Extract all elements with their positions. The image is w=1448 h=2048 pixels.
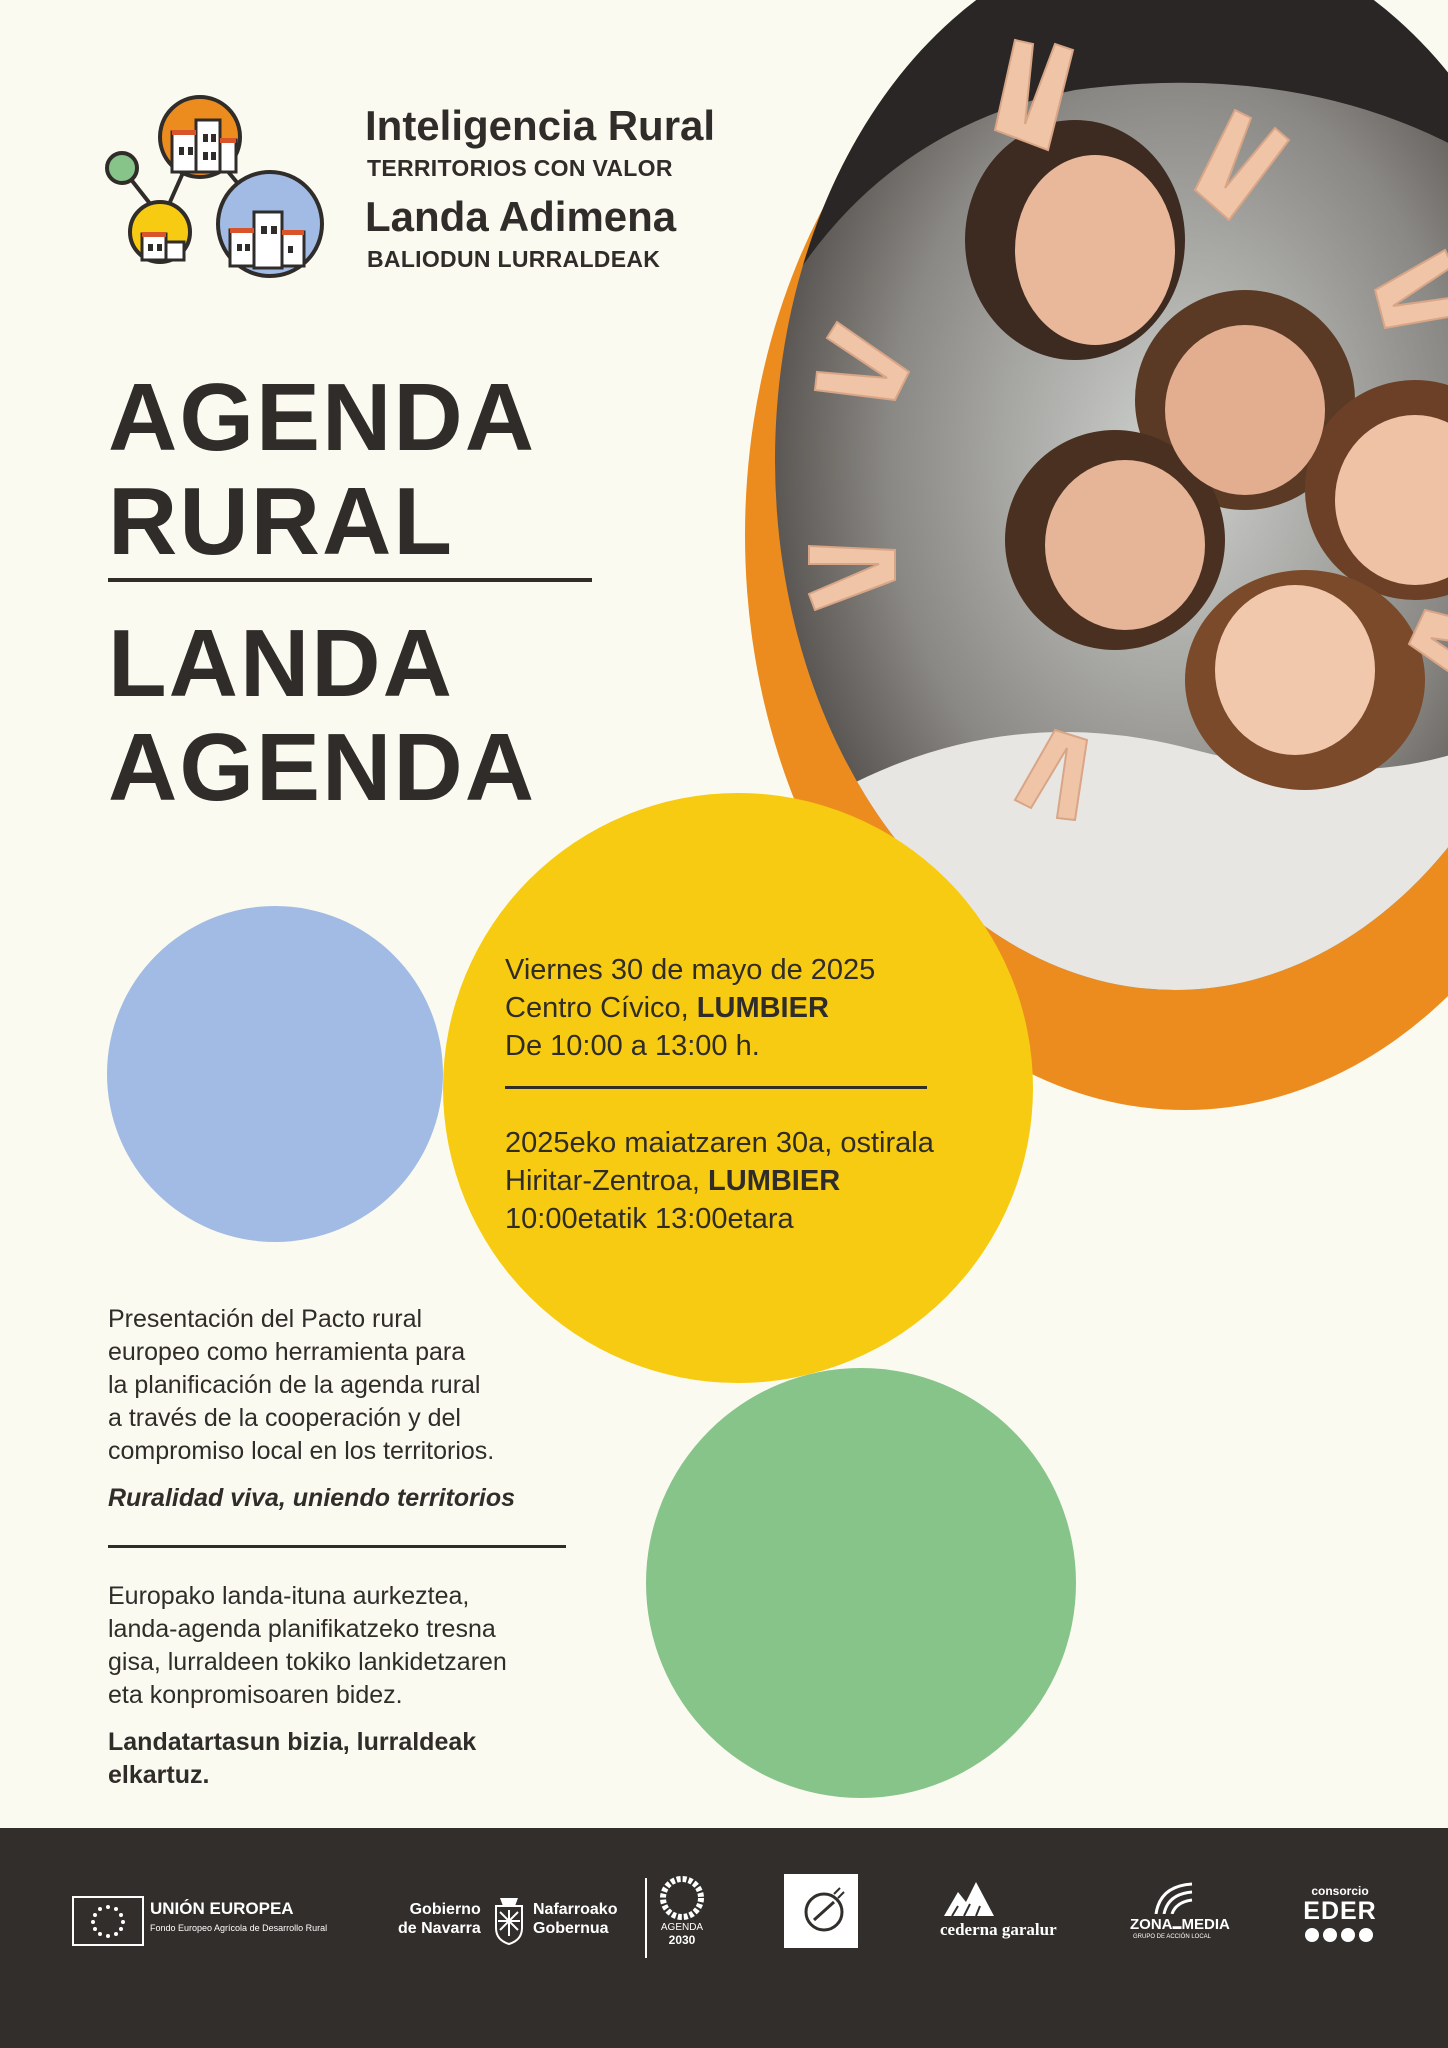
leader-label: LEADER: [776, 1895, 783, 1930]
eder-dots-icon: [1304, 1927, 1376, 1943]
agenda-2030-line1: AGENDA: [660, 1922, 704, 1933]
zona-media-label: ZONA▬MEDIA: [1130, 1916, 1230, 1933]
zona-media-arc-icon: [1146, 1880, 1196, 1914]
agenda-2030-line2: 2030: [668, 1933, 696, 1947]
tagline-eu-line2: elkartuz.: [108, 1761, 210, 1789]
event-time-eu: 10:00etatik 13:00etara: [505, 1203, 794, 1235]
gobierno-navarra-line1: Gobierno: [409, 1901, 481, 1918]
event-place-es: [505, 989, 829, 1027]
headline-eu: [108, 612, 536, 820]
event-date-es: Viernes 30 de mayo de 2025: [505, 954, 876, 986]
tagline-es: Ruralidad viva, uniendo territorios: [108, 1484, 516, 1512]
brand-subtitle-eu: BALIODUN LURRALDEAK: [367, 246, 661, 272]
description-es-line: la planificación de la agenda rural: [108, 1371, 481, 1399]
agenda-2030-label: [658, 1922, 706, 1946]
headline-es: [108, 366, 536, 574]
leader-logo: [784, 1874, 858, 1948]
brand-subtitle-es: TERRITORIOS CON VALOR: [367, 155, 673, 181]
headline-divider: [108, 578, 592, 582]
description-es: [108, 1303, 494, 1468]
tagline-eu-line1: Landatartasun bizia, lurraldeak: [108, 1728, 477, 1756]
zona-media-label-part2: MEDIA: [1181, 1916, 1230, 1933]
zona-media-sub: GRUPO DE ACCIÓN LOCAL: [1133, 1934, 1212, 1940]
cederna-mountain-icon: [944, 1882, 994, 1916]
agenda-2030-wheel-icon: [660, 1876, 704, 1920]
description-eu-line: Europako landa-ituna aurkeztea,: [108, 1582, 470, 1610]
nafarroako-gobernua-line2: Gobernua: [533, 1920, 609, 1937]
tagline-eu: [108, 1726, 476, 1792]
event-divider: [505, 1086, 927, 1089]
description-es-line: a través de la cooperación y del: [108, 1404, 461, 1432]
green-circle: [646, 1368, 1076, 1798]
event-place-es-prefix: Centro Cívico,: [505, 992, 697, 1024]
eder-title: EDER: [1303, 1897, 1377, 1925]
blue-circle: [107, 906, 443, 1242]
headline-es-line2: RURAL: [108, 468, 454, 575]
navarra-shield-icon: [492, 1894, 526, 1946]
brand-title-eu: Landa Adimena: [365, 193, 677, 240]
inteligencia-rural-logo-icon: [100, 92, 330, 292]
eu-title: UNIÓN EUROPEA: [150, 1899, 294, 1918]
event-town-es: LUMBIER: [696, 992, 829, 1024]
event-town-eu: LUMBIER: [708, 1165, 841, 1197]
eu-subtitle: Fondo Europeo Agrícola de Desarrollo Rural: [150, 1923, 328, 1933]
nafarroako-gobernua-line1: Nafarroako: [533, 1901, 618, 1918]
eu-flag-icon: [72, 1896, 144, 1946]
description-eu: [108, 1580, 507, 1712]
cederna-label: cederna garalur: [940, 1920, 1057, 1939]
nafarroako-gobernua: [533, 1900, 617, 1938]
event-time-es: De 10:00 a 13:00 h.: [505, 1030, 760, 1062]
eder-consorcio: consorcio: [1311, 1884, 1369, 1898]
description-divider: [108, 1545, 566, 1548]
description-eu-line: landa-agenda planifikatzeko tresna: [108, 1615, 496, 1643]
description-eu-line: eta konpromisoaren bidez.: [108, 1681, 403, 1709]
description-es-line: compromiso local en los territorios.: [108, 1437, 495, 1465]
headline-eu-line2: AGENDA: [108, 714, 537, 821]
sponsor-footer: [0, 1828, 1448, 2048]
description-es-line: Presentación del Pacto rural: [108, 1305, 423, 1333]
gobierno-navarra: [398, 1900, 481, 1938]
description-eu-line: gisa, lurraldeen tokiko lankidetzaren: [108, 1648, 507, 1676]
zona-media-label-part1: ZONA: [1130, 1916, 1173, 1933]
headline-es-line1: AGENDA: [108, 364, 537, 471]
headline-eu-line1: LANDA: [108, 610, 454, 717]
footer-divider: [645, 1878, 647, 1958]
event-place-eu-prefix: Hiritar-Zentroa,: [505, 1165, 709, 1197]
gobierno-navarra-line2: de Navarra: [398, 1920, 481, 1937]
brand-title-es: Inteligencia Rural: [365, 102, 716, 149]
event-date-eu: 2025eko maiatzaren 30a, ostirala: [505, 1127, 934, 1159]
event-place-eu: [505, 1162, 840, 1200]
description-es-line: europeo como herramienta para: [108, 1338, 466, 1366]
